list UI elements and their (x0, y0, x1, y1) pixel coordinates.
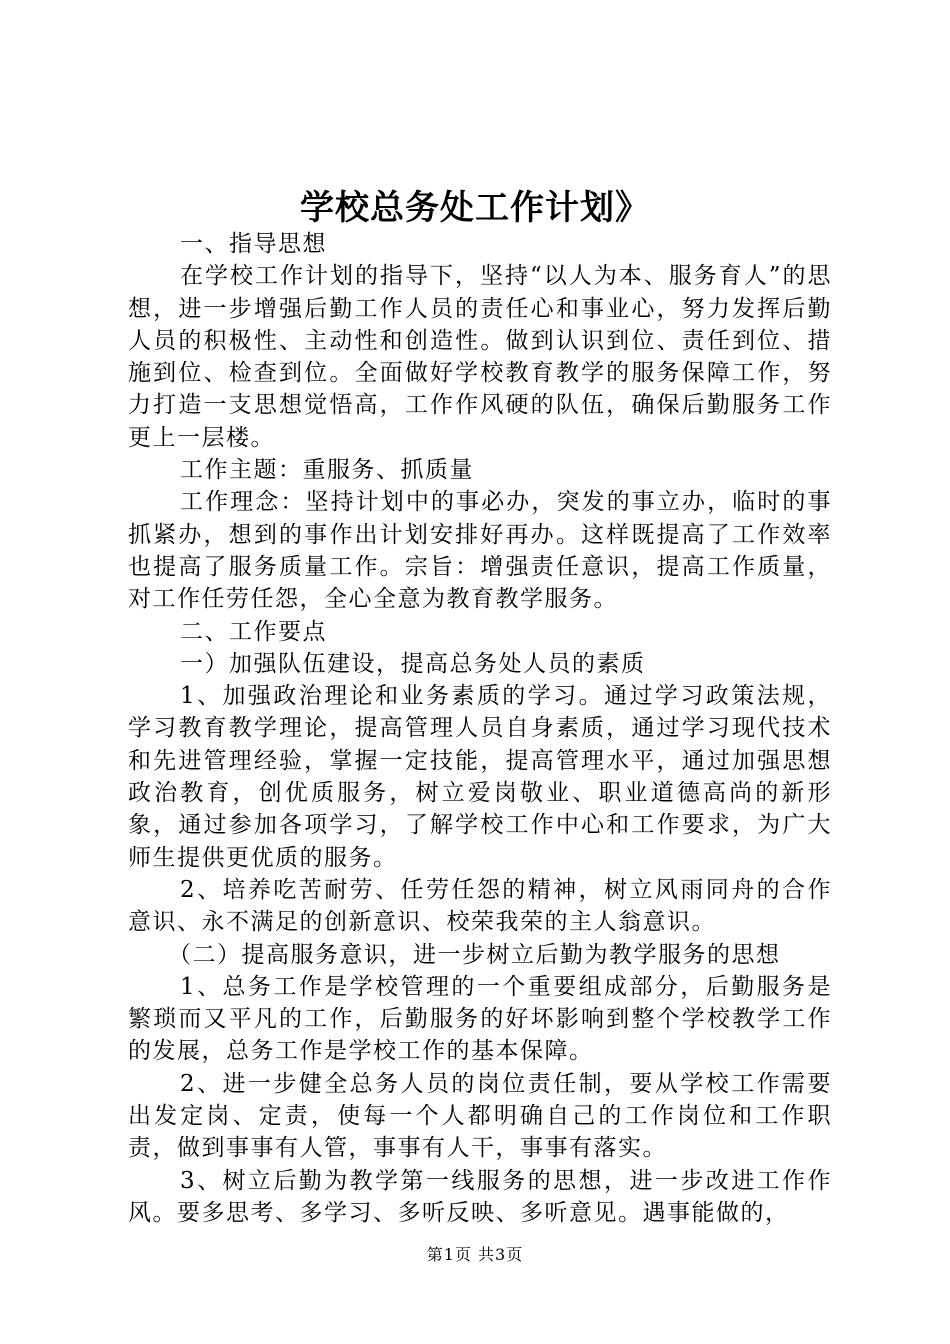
paragraph-item-3-frontline-service: 3、树立后勤为教学第一线服务的思想，进一步改进工作作风。要多思考、多学习、多听反映、多听意见。遇事能做的， (128, 1167, 832, 1226)
document-body (128, 228, 832, 1229)
paragraph-work-theme: 工作主题：重服务、抓质量 (180, 457, 474, 484)
page-number-footer: 第1页 共3页 (426, 1245, 524, 1264)
paragraph-work-philosophy: 工作理念：坚持计划中的事必办，突发的事立办，临时的事抓紧办，想到的事作出计划安排好再办。这样既提高了工作效率也提高了服务质量工作。宗旨：增强责任意识，提高工作质量，对工作任劳任怨，全心全意为教育教学服务。 (128, 489, 832, 613)
paragraph-item-2-spirit: 2、培养吃苦耐劳、任劳任怨的精神，树立风雨同舟的合作意识、永不满足的创新意识、校荣我荣的主人翁意识。 (128, 876, 832, 936)
section-heading-work-points: 二、工作要点 (180, 618, 327, 645)
subsection-heading-service-awareness: （二）提高服务意识，进一步树立后勤为教学服务的思想 (168, 941, 781, 968)
paragraph-guiding-ideology: 在学校工作计划的指导下，坚持“以人为本、服务育人”的思想，进一步增强后勤工作人员的责任心和事业心，努力发挥后勤人员的积极性、主动性和创造性。做到认识到位、责任到位、措施到位、检查到位。全面做好学校教育教学的服务保障工作，努力打造一支思想觉悟高，工作作风硬的队伍，确保后勤服务工作更上一层楼。 (128, 263, 832, 451)
document-title: 学校总务处工作计划》 (300, 188, 650, 228)
subsection-heading-team-building: 一）加强队伍建设，提高总务处人员的素质 (180, 650, 646, 677)
section-heading-guiding-ideology: 一、指导思想 (180, 231, 327, 257)
paragraph-item-1-general-affairs: 1、总务工作是学校管理的一个重要组成部分，后勤服务是繁琐而又平凡的工作，后勤服务的好坏影响到整个学校教学工作的发展，总务工作是学校工作的基本保障。 (128, 973, 832, 1065)
paragraph-item-1-study: 1、加强政治理论和业务素质的学习。通过学习政策法规，学习教育教学理论，提高管理人员自身素质，通过学习现代技术和先进管理经验，掌握一定技能，提高管理水平，通过加强思想政治教育，创优质服务，树立爱岗敬业、职业道德高尚的新形象，通过参加各项学习，了解学校工作中心和工作要求，为广大师生提供更优质的服务。 (128, 683, 832, 871)
paragraph-item-2-responsibility: 2、进一步健全总务人员的岗位责任制，要从学校工作需要出发定岗、定责，使每一个人都明确自己的工作岗位和工作职责，做到事事有人管，事事有人干，事事有落实。 (128, 1070, 832, 1162)
